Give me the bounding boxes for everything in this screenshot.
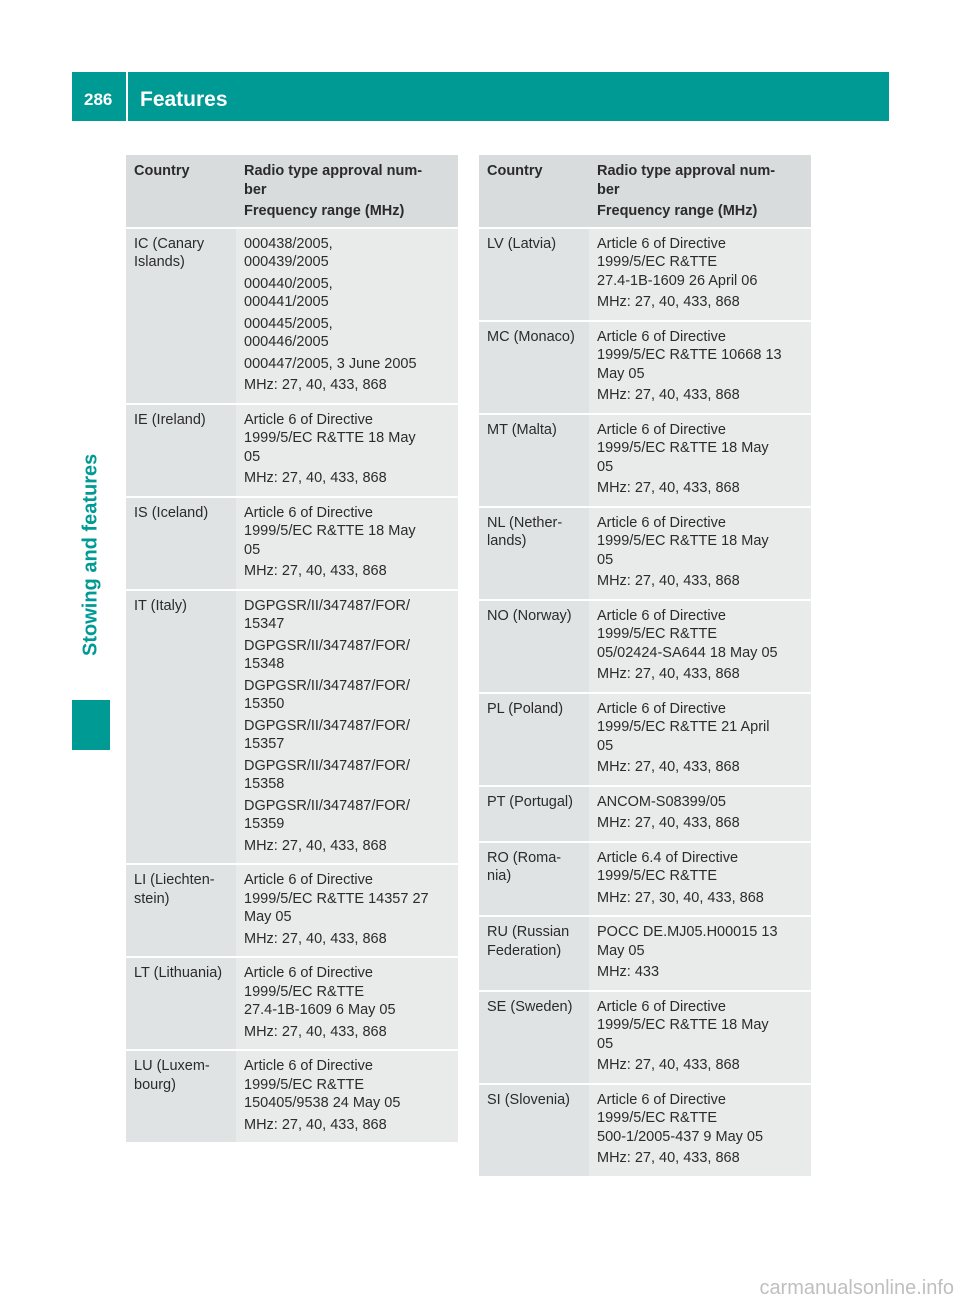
approval-line: MHz: 27, 40, 433, 868 (597, 387, 740, 403)
country-cell: NO (Norway) (479, 601, 589, 694)
side-tab-label: Stowing and features (79, 453, 102, 657)
approval-line: Article 6 of Directive 1999/5/EC R&TTE 27.4-1B-1609 6 May 05 (244, 965, 396, 1018)
approval-cell (589, 508, 811, 601)
country-cell: RU (Russian Federation) (479, 917, 589, 992)
approval-line: MHz: 27, 40, 433, 868 (597, 294, 740, 310)
table-row (479, 508, 811, 601)
approval-line: MHz: 27, 40, 433, 868 (597, 815, 740, 831)
country-cell: LI (Liechten- stein) (126, 865, 236, 958)
table-row (479, 415, 811, 508)
country-cell: IT (Italy) (126, 591, 236, 866)
approval-line: MHz: 27, 40, 433, 868 (597, 480, 740, 496)
country-cell: MC (Monaco) (479, 322, 589, 415)
column-header-approval (236, 155, 458, 229)
approval-line: MHz: 27, 40, 433, 868 (244, 563, 387, 579)
approval-line: DGPGSR/II/347487/FOR/ 15359 (244, 797, 411, 832)
table-row (479, 601, 811, 694)
approval-line: Article 6 of Directive 1999/5/EC R&TTE 500-1/2005-437 9 May 05 (597, 1091, 764, 1145)
approval-line: MHz: 27, 30, 40, 433, 868 (597, 889, 764, 906)
approval-table-right (479, 155, 811, 1178)
approval-line: MHz: 27, 40, 433, 868 (244, 930, 387, 947)
country-cell: IE (Ireland) (126, 405, 236, 498)
column-header-approval (589, 155, 811, 229)
approval-cell (236, 405, 458, 498)
approval-cell (236, 958, 458, 1051)
table-body-left (126, 229, 458, 1145)
table-row (126, 865, 458, 958)
approval-line: 000438/2005, 000439/2005 (244, 235, 333, 270)
frequency-header-label: Frequency range (MHz) (597, 203, 758, 219)
country-cell: RO (Roma- nia) (479, 843, 589, 918)
approval-cell (589, 322, 811, 415)
approval-line: Article 6 of Directive 1999/5/EC R&TTE 21 April 05 (597, 700, 770, 754)
approval-header-label: Radio type approval num- ber (244, 163, 423, 198)
approval-line: MHz: 27, 40, 433, 868 (244, 837, 387, 854)
approval-line: Article 6 of Directive 1999/5/EC R&TTE 10668 13 May 05 (597, 328, 782, 382)
column-header-country: Country (479, 155, 589, 229)
country-cell: SI (Slovenia) (479, 1085, 589, 1178)
column-header-country: Country (126, 155, 236, 229)
table-row (126, 1051, 458, 1144)
approval-cell (236, 229, 458, 405)
approval-line: MHz: 433 (597, 964, 660, 980)
approval-cell (589, 992, 811, 1085)
approval-line: DGPGSR/II/347487/FOR/ 15350 (244, 677, 411, 712)
approval-cell (236, 1051, 458, 1144)
page-title: Features (140, 88, 228, 111)
approval-line: DGPGSR/II/347487/FOR/ 15348 (244, 637, 411, 672)
country-cell: NL (Nether- lands) (479, 508, 589, 601)
table-row (479, 787, 811, 843)
approval-line: MHz: 27, 40, 433, 868 (244, 470, 387, 486)
approval-line: MHz: 27, 40, 433, 868 (597, 666, 740, 682)
country-cell: LV (Latvia) (479, 229, 589, 322)
table-row (479, 229, 811, 322)
approval-line: ANCOM-S08399/05 (597, 793, 726, 810)
approval-cell (236, 498, 458, 591)
approval-line: POCC DE.MJ05.H00015 13 May 05 (597, 924, 778, 959)
table-row (126, 958, 458, 1051)
approval-cell (589, 415, 811, 508)
table-header-row (126, 155, 458, 229)
approval-line: MHz: 27, 40, 433, 868 (597, 573, 740, 589)
frequency-header-label: Frequency range (MHz) (244, 203, 405, 219)
approval-line: Article 6.4 of Directive 1999/5/EC R&TTE (597, 849, 739, 884)
table-row (479, 843, 811, 918)
approval-cell (589, 229, 811, 322)
approval-line: Article 6 of Directive 1999/5/EC R&TTE 14357 27 May 05 (244, 872, 429, 925)
approval-line: MHz: 27, 40, 433, 868 (597, 1150, 740, 1166)
table-row (126, 405, 458, 498)
approval-line: DGPGSR/II/347487/FOR/ 15358 (244, 757, 411, 792)
table-row (126, 498, 458, 591)
country-cell: LU (Luxem- bourg) (126, 1051, 236, 1144)
table-row (479, 992, 811, 1085)
country-cell: PL (Poland) (479, 694, 589, 787)
approval-cell (589, 601, 811, 694)
approval-line: 000447/2005, 3 June 2005 (244, 355, 417, 372)
table-row (126, 229, 458, 405)
approval-line: Article 6 of Directive 1999/5/EC R&TTE 18 May 05 (597, 421, 769, 475)
table-row (479, 322, 811, 415)
approval-line: MHz: 27, 40, 433, 868 (244, 1023, 387, 1040)
country-cell: SE (Sweden) (479, 992, 589, 1085)
approval-cell (589, 843, 811, 918)
approval-line: Article 6 of Directive 1999/5/EC R&TTE 18 May 05 (597, 998, 769, 1052)
approval-line: Article 6 of Directive 1999/5/EC R&TTE 18 May 05 (597, 514, 769, 568)
approval-line: Article 6 of Directive 1999/5/EC R&TTE 27.4-1B-1609 26 April 06 (597, 235, 758, 289)
approval-cell (589, 787, 811, 843)
approval-cell (589, 694, 811, 787)
approval-header-label: Radio type approval num- ber (597, 163, 776, 198)
side-tab-marker (72, 700, 110, 750)
table-row (479, 1085, 811, 1178)
country-cell: IC (Canary Islands) (126, 229, 236, 405)
table-body-right (479, 229, 811, 1178)
country-cell: PT (Portugal) (479, 787, 589, 843)
page-header (72, 72, 889, 121)
approval-line: MHz: 27, 40, 433, 868 (597, 1057, 740, 1073)
table-row (479, 694, 811, 787)
approval-line: Article 6 of Directive 1999/5/EC R&TTE 18 May 05 (244, 504, 416, 558)
approval-line: Article 6 of Directive 1999/5/EC R&TTE 18 May 05 (244, 411, 416, 465)
approval-cell (589, 1085, 811, 1178)
country-cell: LT (Lithuania) (126, 958, 236, 1051)
table-row (126, 591, 458, 866)
section-side-tab (72, 420, 110, 750)
approval-line: Article 6 of Directive 1999/5/EC R&TTE 05/02424-SA644 18 May 05 (597, 607, 778, 661)
approval-table-left (126, 155, 458, 1144)
approval-line: Article 6 of Directive 1999/5/EC R&TTE 150405/9538 24 May 05 (244, 1058, 401, 1111)
approval-line: MHz: 27, 40, 433, 868 (244, 377, 387, 393)
approval-line: MHz: 27, 40, 433, 868 (597, 759, 740, 775)
table-header-row (479, 155, 811, 229)
approval-line: MHz: 27, 40, 433, 868 (244, 1116, 387, 1133)
country-cell: MT (Malta) (479, 415, 589, 508)
approval-line: DGPGSR/II/347487/FOR/ 15357 (244, 717, 411, 752)
watermark: carmanualsonline.info (759, 1277, 954, 1299)
page-number: 286 (84, 90, 113, 109)
approval-cell (236, 865, 458, 958)
approval-cell (589, 917, 811, 992)
country-cell: IS (Iceland) (126, 498, 236, 591)
header-divider (126, 72, 128, 121)
approval-line: DGPGSR/II/347487/FOR/ 15347 (244, 597, 411, 632)
approval-line: 000440/2005, 000441/2005 (244, 275, 333, 310)
table-row (479, 917, 811, 992)
approval-cell (236, 591, 458, 866)
approval-line: 000445/2005, 000446/2005 (244, 315, 333, 350)
